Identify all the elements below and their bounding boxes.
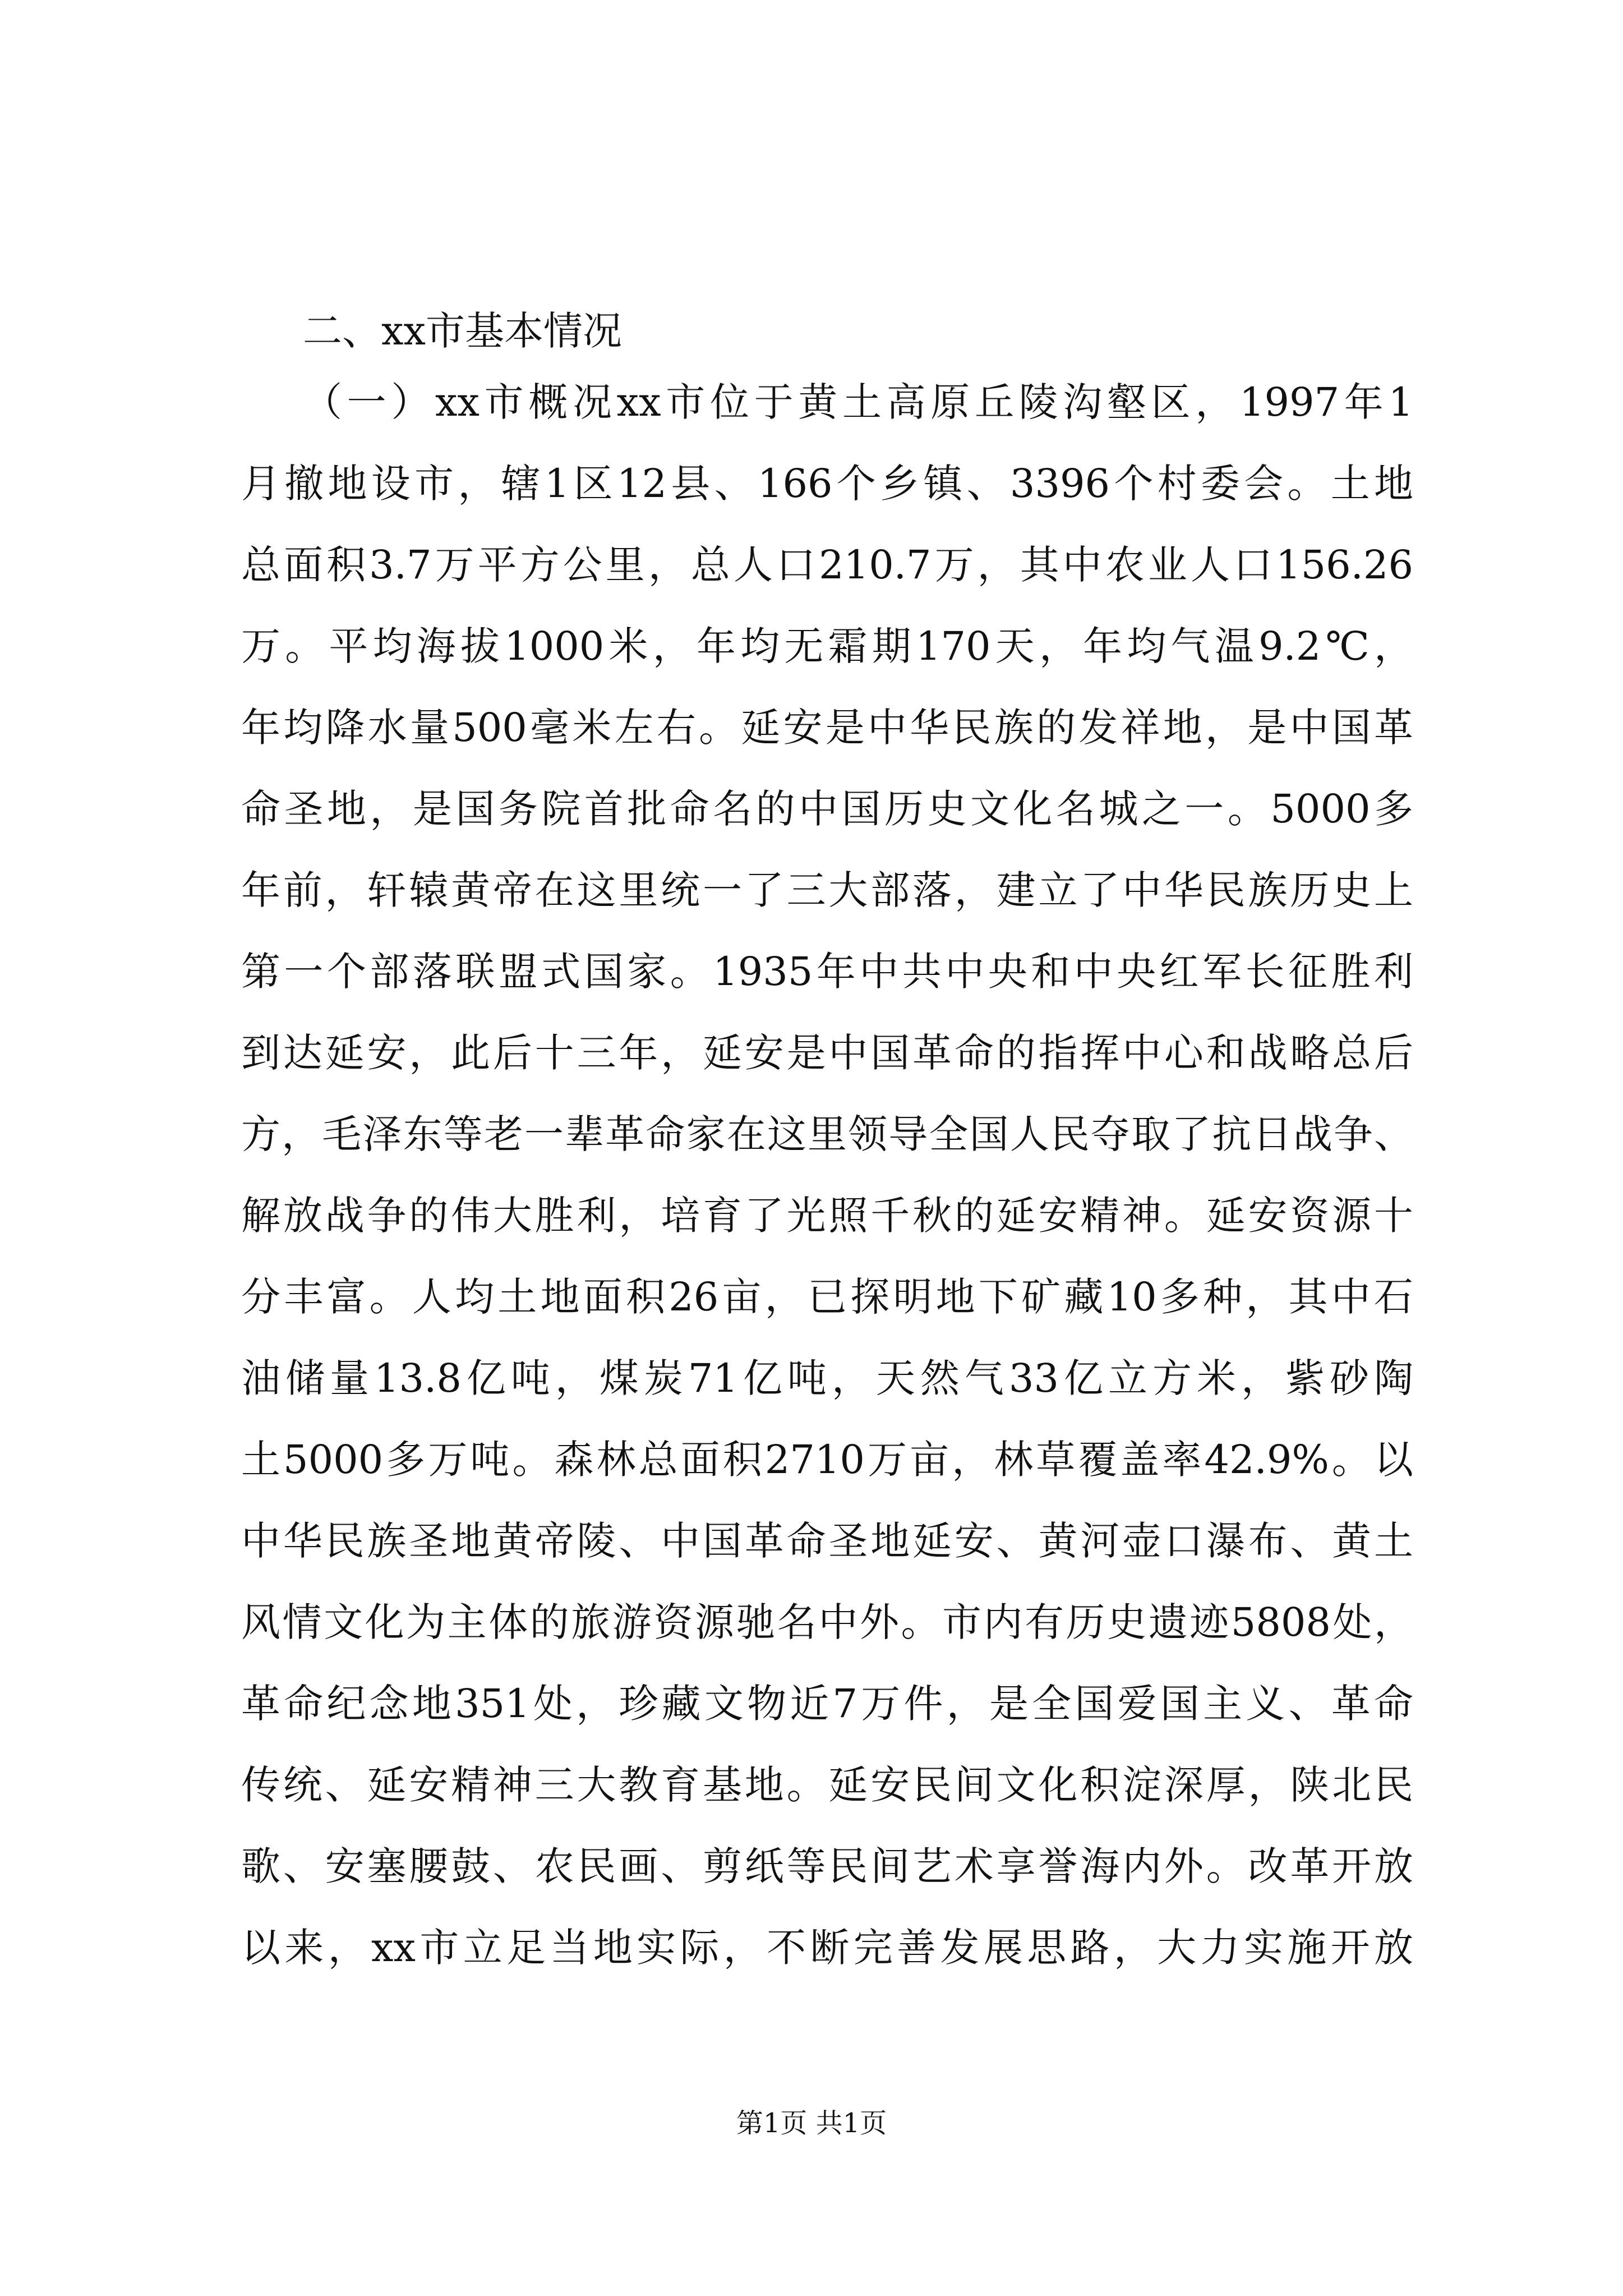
paragraph-line: 第一个部落联盟式国家。1935年中共中央和中央红军长征胜利	[241, 949, 1413, 995]
paragraph-line: 油储量13.8亿吨，煤炭71亿吨，天然气33亿立方米，紫砂陶	[241, 1355, 1413, 1401]
paragraph-line: 革命纪念地351处，珍藏文物近7万件，是全国爱国主义、革命	[241, 1681, 1413, 1727]
paragraph-line: 年前，轩辕黄帝在这里统一了三大部落，建立了中华民族历史上	[241, 867, 1413, 913]
paragraph-line: （一）xx市概况xx市位于黄土高原丘陵沟壑区，1997年1	[303, 379, 1413, 425]
paragraph-line: 土5000多万吨。森林总面积2710万亩，林草覆盖率42.9%。以	[241, 1437, 1413, 1483]
paragraph-line: 解放战争的伟大胜利，培育了光照千秋的延安精神。延安资源十	[241, 1193, 1413, 1239]
paragraph-line: 中华民族圣地黄帝陵、中国革命圣地延安、黄河壶口瀑布、黄土	[241, 1518, 1413, 1564]
paragraph-line: 分丰富。人均土地面积26亩，已探明地下矿藏10多种，其中石	[241, 1274, 1413, 1320]
section-heading: 二、xx市基本情况	[303, 308, 622, 354]
paragraph-line: 以来，xx市立足当地实际，不断完善发展思路，大力实施开放	[241, 1925, 1413, 1971]
paragraph-line: 万。平均海拔1000米，年均无霜期170天，年均气温9.2℃，	[241, 623, 1413, 669]
page-footer: 第1页 共1页	[736, 2108, 887, 2139]
paragraph-line: 命圣地，是国务院首批命名的中国历史文化名城之一。5000多	[241, 786, 1413, 832]
paragraph-line: 年均降水量500毫米左右。延安是中华民族的发祥地，是中国革	[241, 705, 1413, 751]
paragraph-line: 传统、延安精神三大教育基地。延安民间文化积淀深厚，陕北民	[241, 1762, 1413, 1808]
paragraph-line: 总面积3.7万平方公里，总人口210.7万，其中农业人口156.26	[241, 542, 1413, 588]
body-paragraph	[241, 362, 1413, 1989]
paragraph-line: 方，毛泽东等老一辈革命家在这里领导全国人民夺取了抗日战争、	[241, 1111, 1413, 1157]
paragraph-line: 风情文化为主体的旅游资源驰名中外。市内有历史遗迹5808处，	[241, 1599, 1413, 1645]
paragraph-line: 歌、安塞腰鼓、农民画、剪纸等民间艺术享誉海内外。改革开放	[241, 1843, 1413, 1889]
paragraph-line: 月撤地设市，辖1区12县、166个乡镇、3396个村委会。土地	[241, 461, 1413, 507]
paragraph-line: 到达延安，此后十三年，延安是中国革命的指挥中心和战略总后	[241, 1030, 1413, 1076]
